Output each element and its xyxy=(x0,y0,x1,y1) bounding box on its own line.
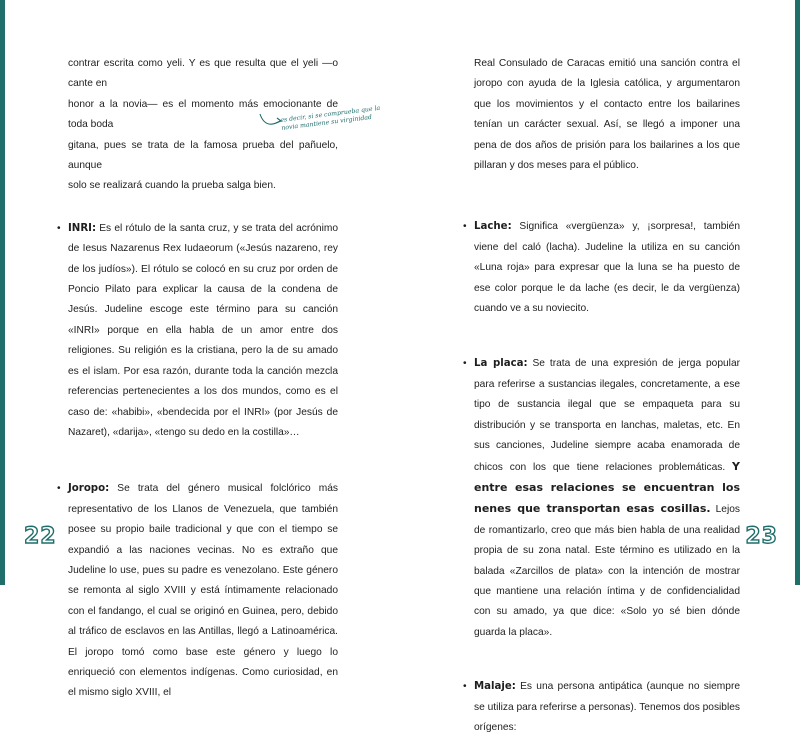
glossary-entry-la-placa xyxy=(463,354,740,643)
page-number-left: 22 xyxy=(24,524,57,549)
left-intro-line: honor a la novia— es el momento más emocionante de toda boda xyxy=(68,98,338,131)
glossary-entry-malaje xyxy=(463,677,740,738)
left-intro-line: gitana, pues se trata de la famosa prueba del pañuelo, aunque xyxy=(68,139,338,172)
glossary-entry-lache xyxy=(463,217,740,319)
margin-note: es decir, si se comprueba que la novia mantiene su virginidad xyxy=(280,104,381,132)
left-page-column xyxy=(57,54,338,704)
entry-term: Lache: xyxy=(474,221,512,233)
entry-text: Se trata del género musical folclórico más representativo de los Llanos de Venezuela, que también posee su propio baile tradicional y que con el tiempo se expandió a las naciones vecinas. No es extraño que Judeline lo use, pues su padre es venezolano. Este género se remonta al siglo XVIII y está íntimamente relacionado con el fandango, el cual se originó en Guinea, pero, debido al tráfico de esclavos en las Antillas, llegó a Latinoamérica. El joropo tomó como base este género y luego lo enriqueció con elementos indígenas. Como curiosidad, en el mismo siglo XVIII, el xyxy=(68,483,338,699)
bullet: • xyxy=(463,221,467,233)
right-edge-band xyxy=(795,0,800,585)
bullet: • xyxy=(463,358,467,370)
right-page-column xyxy=(463,54,740,738)
glossary-entry-joropo xyxy=(57,479,338,703)
entry-term: INRI: xyxy=(68,222,97,234)
entry-text: Es una persona antipática (aunque no siempre se utiliza para referirse a personas). Tenemos dos posibles orígenes: xyxy=(474,681,740,733)
bullet: • xyxy=(57,222,61,234)
entry-text: Lejos de romantizarlo, creo que más bien habla de una realidad propia de su zona natal. Este término es utilizado en la balada «Zarcillos de plata» con la intención de mostrar que mantiene una relación íntima y de confidencialidad con su amado, ya que dice: «Solo yo sé bien dónde guarda la placa». xyxy=(474,504,740,638)
right-intro-paragraph: Real Consulado de Caracas emitió una sanción contra el joropo con ayuda de la Iglesia católica, y argumentaron que los movimientos y el contacto entre los bailarines tenían un carácter sexual. Así, se llegó a imponer una pena de dos años de prisión para los bailarines a los que pillaran y dos meses para el público. xyxy=(474,58,740,172)
entry-text: Se trata de una expresión de jerga popular para referirse a sustancias ilegales, concretamente, a ese tipo de sustancia ilegal que se empaqueta para su distribución y se transporta en lanchas, maletas, etc. En sus canciones, Judeline siempre acaba enamorada de chicos con los que tiene relaciones problemáticas. xyxy=(474,358,740,473)
entry-term: La placa: xyxy=(474,358,528,370)
page-number-right: 23 xyxy=(745,524,778,549)
left-intro-line: contrar escrita como yeli. Y es que resulta que el yeli —o cante en xyxy=(68,58,338,90)
entry-text: Significa «vergüenza» y, ¡sorpresa!, también viene del caló (lacha). Judeline la utiliza en su canción «Luna roja» para expresar que la luna se ha puesto de ese color porque le da lache (es decir, le da vergüenza) cuando ve a su noviecito. xyxy=(474,221,740,315)
glossary-entry-inri xyxy=(57,219,338,443)
entry-term: Malaje: xyxy=(474,681,516,693)
entry-term: Joropo: xyxy=(68,483,110,495)
left-intro-line: solo se realizará cuando la prueba salga bien. xyxy=(68,180,276,192)
bullet: • xyxy=(463,681,467,693)
bullet: • xyxy=(57,483,61,495)
entry-highlight: Y entre esas relaciones se encuentran los nenes que transportan esas cosillas. xyxy=(474,459,740,516)
entry-text: Es el rótulo de la santa cruz, y se trata del acrónimo de Iesus Nazarenus Rex Iudaeorum («Jesús nazareno, rey de los judíos»). El rótulo se colocó en su cruz por orden de Poncio Pilato para explicar la causa de la condena de Jesús. Judeline escoge este término para su canción «INRI» porque en ella habla de un amor entre dos religiones. Su religión es la cristiana, pero la de su amado es el islam. Por esa razón, durante toda la canción mezcla referencias pertenecientes a los dos mundos, como es el caso de: «habibi», «bendecida por el INRI» (por Jesús de Nazaret), «darija», «tengo su dedo en la costilla»… xyxy=(68,222,338,438)
left-edge-band xyxy=(0,0,5,585)
